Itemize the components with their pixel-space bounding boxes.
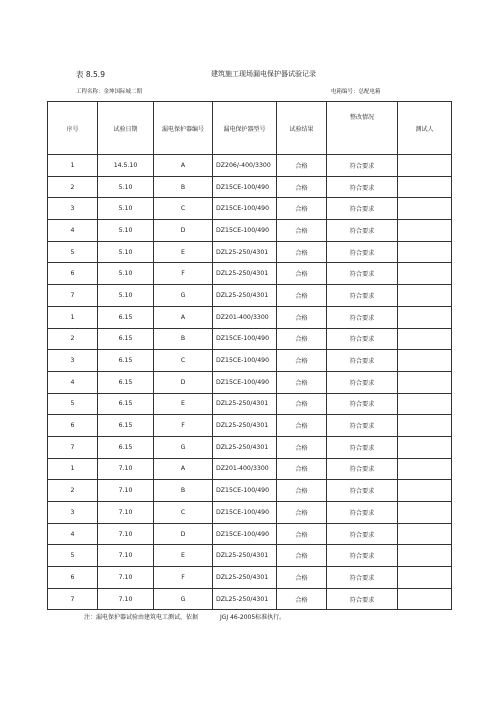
cell-protector-no: F	[154, 263, 213, 285]
cell-protector-no: C	[154, 198, 213, 220]
cell-test-result: 合格	[277, 588, 327, 610]
cell-test-date: 5.10	[98, 198, 154, 220]
cell-serial: 3	[48, 350, 98, 372]
cell-protector-no: F	[154, 415, 213, 437]
table-row	[48, 415, 452, 437]
table-row	[48, 371, 452, 393]
cell-serial: 5	[48, 393, 98, 415]
cell-test-date: 6.15	[98, 306, 154, 328]
cell-rectification: 符合要求	[327, 350, 398, 372]
cell-test-date: 6.15	[98, 436, 154, 458]
cell-serial: 1	[48, 458, 98, 480]
header-tester: 测试人	[398, 102, 452, 155]
cell-rectification: 符合要求	[327, 328, 398, 350]
cell-test-date: 6.15	[98, 371, 154, 393]
cell-rectification: 符合要求	[327, 285, 398, 307]
cell-protector-model: DZL25-250/4301	[213, 393, 277, 415]
cell-test-result: 合格	[277, 567, 327, 589]
cell-test-result: 合格	[277, 502, 327, 524]
cell-serial: 3	[48, 502, 98, 524]
cell-test-result: 合格	[277, 176, 327, 198]
cell-tester	[398, 415, 452, 437]
table-row	[48, 220, 452, 242]
cell-serial: 4	[48, 220, 98, 242]
cell-protector-no: E	[154, 545, 213, 567]
cell-test-result: 合格	[277, 306, 327, 328]
table-row	[48, 285, 452, 307]
cell-test-date: 7.10	[98, 567, 154, 589]
cell-protector-model: DZ206/-400/3300	[213, 155, 277, 177]
cell-protector-no: E	[154, 393, 213, 415]
cell-test-result: 合格	[277, 371, 327, 393]
cell-test-date: 7.10	[98, 502, 154, 524]
cell-test-result: 合格	[277, 523, 327, 545]
cell-rectification: 符合要求	[327, 393, 398, 415]
table-row	[48, 263, 452, 285]
header-test-result: 试验结果	[277, 102, 327, 155]
cell-test-date: 6.15	[98, 328, 154, 350]
cell-protector-no: F	[154, 567, 213, 589]
cell-tester	[398, 350, 452, 372]
cell-protector-model: DZL25-250/4301	[213, 545, 277, 567]
table-row	[48, 306, 452, 328]
cell-protector-model: DZ15CE-100/490	[213, 176, 277, 198]
cell-protector-model: DZL25-250/4301	[213, 588, 277, 610]
cell-rectification: 符合要求	[327, 220, 398, 242]
cell-tester	[398, 567, 452, 589]
cell-serial: 6	[48, 567, 98, 589]
cell-serial: 7	[48, 436, 98, 458]
cell-rectification: 符合要求	[327, 263, 398, 285]
cell-test-date: 5.10	[98, 285, 154, 307]
cell-rectification: 符合要求	[327, 545, 398, 567]
cell-test-date: 7.10	[98, 588, 154, 610]
cell-test-result: 合格	[277, 415, 327, 437]
cell-test-date: 7.10	[98, 458, 154, 480]
cell-protector-no: B	[154, 176, 213, 198]
table-row	[48, 436, 452, 458]
header-rectification: 整改情况	[327, 102, 398, 155]
cell-serial: 7	[48, 588, 98, 610]
cell-protector-model: DZ15CE-100/490	[213, 350, 277, 372]
cell-test-result: 合格	[277, 155, 327, 177]
cell-protector-no: E	[154, 241, 213, 263]
cell-test-result: 合格	[277, 220, 327, 242]
cell-protector-model: DZL25-250/4301	[213, 285, 277, 307]
header-protector-model: 漏电保护器型号	[213, 102, 277, 155]
cell-serial: 7	[48, 285, 98, 307]
cell-rectification: 符合要求	[327, 155, 398, 177]
cell-protector-no: A	[154, 306, 213, 328]
cell-protector-no: G	[154, 285, 213, 307]
cell-test-result: 合格	[277, 328, 327, 350]
cell-tester	[398, 458, 452, 480]
info-row	[76, 87, 436, 97]
cell-tester	[398, 545, 452, 567]
cell-protector-model: DZ201-400/3300	[213, 306, 277, 328]
cell-tester	[398, 220, 452, 242]
cell-test-date: 7.10	[98, 480, 154, 502]
cell-protector-no: A	[154, 155, 213, 177]
cell-rectification: 符合要求	[327, 502, 398, 524]
table-row	[48, 458, 452, 480]
table-row	[48, 241, 452, 263]
cell-tester	[398, 523, 452, 545]
cell-test-result: 合格	[277, 545, 327, 567]
cell-protector-no: D	[154, 220, 213, 242]
cell-test-date: 7.10	[98, 545, 154, 567]
table-row	[48, 502, 452, 524]
header-serial: 序号	[48, 102, 98, 155]
cell-rectification: 符合要求	[327, 176, 398, 198]
cell-protector-model: DZL25-250/4301	[213, 436, 277, 458]
cell-test-date: 5.10	[98, 241, 154, 263]
page-title: 建筑施工现场漏电保护器试验记录	[211, 70, 316, 78]
cell-rectification: 符合要求	[327, 567, 398, 589]
footnote-standard: JGJ 46-2005标准执行。	[220, 614, 286, 621]
box-number: 电箱编号：总配电箱	[331, 89, 381, 95]
table-row	[48, 567, 452, 589]
cell-protector-no: D	[154, 523, 213, 545]
cell-serial: 1	[48, 155, 98, 177]
cell-serial: 5	[48, 545, 98, 567]
cell-test-result: 合格	[277, 241, 327, 263]
cell-serial: 6	[48, 263, 98, 285]
header-test-date: 试验日期	[98, 102, 154, 155]
cell-protector-no: G	[154, 588, 213, 610]
table-row	[48, 480, 452, 502]
cell-protector-model: DZ15CE-100/490	[213, 523, 277, 545]
cell-protector-model: DZL25-250/4301	[213, 263, 277, 285]
cell-serial: 6	[48, 415, 98, 437]
table-row	[48, 350, 452, 372]
cell-test-result: 合格	[277, 198, 327, 220]
cell-protector-no: C	[154, 350, 213, 372]
cell-protector-model: DZ15CE-100/490	[213, 328, 277, 350]
cell-tester	[398, 263, 452, 285]
cell-protector-no: A	[154, 458, 213, 480]
cell-rectification: 符合要求	[327, 523, 398, 545]
table-row	[48, 393, 452, 415]
cell-tester	[398, 241, 452, 263]
cell-test-date: 6.15	[98, 415, 154, 437]
cell-protector-model: DZ15CE-100/490	[213, 371, 277, 393]
footnote	[84, 612, 285, 621]
project-name: 工程名称：金坤国际城二期	[76, 89, 143, 95]
cell-tester	[398, 198, 452, 220]
table-row	[48, 155, 452, 177]
cell-tester	[398, 436, 452, 458]
table-row	[48, 545, 452, 567]
title-row	[76, 69, 456, 81]
cell-protector-model: DZL25-250/4301	[213, 415, 277, 437]
cell-rectification: 符合要求	[327, 436, 398, 458]
cell-rectification: 符合要求	[327, 480, 398, 502]
cell-rectification: 符合要求	[327, 415, 398, 437]
cell-tester	[398, 393, 452, 415]
cell-serial: 2	[48, 176, 98, 198]
table-row	[48, 176, 452, 198]
test-record-table	[47, 101, 452, 610]
cell-protector-model: DZ15CE-100/490	[213, 220, 277, 242]
header-protector-no: 漏电保护器编号	[154, 102, 213, 155]
cell-rectification: 符合要求	[327, 306, 398, 328]
cell-tester	[398, 306, 452, 328]
cell-test-date: 14.5.10	[98, 155, 154, 177]
cell-protector-no: G	[154, 436, 213, 458]
cell-test-result: 合格	[277, 458, 327, 480]
cell-serial: 2	[48, 480, 98, 502]
cell-test-result: 合格	[277, 480, 327, 502]
cell-serial: 4	[48, 523, 98, 545]
cell-test-date: 5.10	[98, 176, 154, 198]
cell-rectification: 符合要求	[327, 458, 398, 480]
cell-protector-no: C	[154, 502, 213, 524]
cell-test-result: 合格	[277, 393, 327, 415]
cell-serial: 5	[48, 241, 98, 263]
cell-test-date: 5.10	[98, 263, 154, 285]
cell-tester	[398, 176, 452, 198]
cell-protector-model: DZ15CE-100/490	[213, 198, 277, 220]
cell-rectification: 符合要求	[327, 241, 398, 263]
cell-protector-model: DZ15CE-100/490	[213, 502, 277, 524]
cell-tester	[398, 155, 452, 177]
cell-rectification: 符合要求	[327, 371, 398, 393]
table-row	[48, 588, 452, 610]
table-row	[48, 328, 452, 350]
table-number: 表 8.5.9	[76, 70, 105, 79]
footnote-text: 注：漏电保护器试验由建筑电工测试，依据	[84, 614, 199, 621]
cell-test-result: 合格	[277, 263, 327, 285]
cell-test-date: 6.15	[98, 350, 154, 372]
cell-test-result: 合格	[277, 350, 327, 372]
cell-serial: 2	[48, 328, 98, 350]
cell-serial: 1	[48, 306, 98, 328]
cell-protector-no: B	[154, 480, 213, 502]
cell-test-date: 6.15	[98, 393, 154, 415]
table-header-row	[48, 102, 452, 155]
cell-rectification: 符合要求	[327, 588, 398, 610]
cell-test-date: 5.10	[98, 220, 154, 242]
cell-tester	[398, 285, 452, 307]
cell-protector-model: DZL25-250/4301	[213, 241, 277, 263]
cell-tester	[398, 371, 452, 393]
cell-rectification: 符合要求	[327, 198, 398, 220]
cell-protector-model: DZL25-250/4301	[213, 567, 277, 589]
cell-test-date: 7.10	[98, 523, 154, 545]
cell-tester	[398, 480, 452, 502]
cell-serial: 3	[48, 198, 98, 220]
cell-serial: 4	[48, 371, 98, 393]
table-row	[48, 523, 452, 545]
cell-protector-model: DZ201-400/3300	[213, 458, 277, 480]
cell-test-result: 合格	[277, 436, 327, 458]
cell-test-result: 合格	[277, 285, 327, 307]
cell-protector-model: DZ15CE-100/490	[213, 480, 277, 502]
cell-protector-no: D	[154, 371, 213, 393]
cell-tester	[398, 588, 452, 610]
cell-tester	[398, 502, 452, 524]
table-row	[48, 198, 452, 220]
cell-tester	[398, 328, 452, 350]
cell-protector-no: B	[154, 328, 213, 350]
